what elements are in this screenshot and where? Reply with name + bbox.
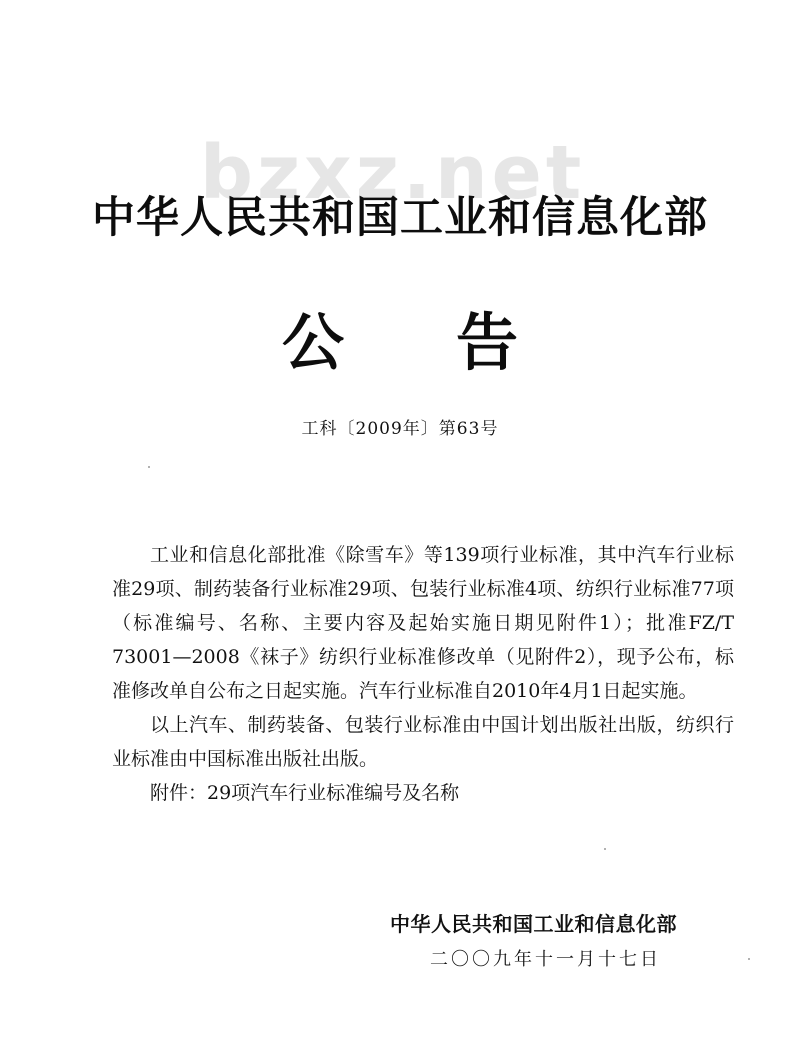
signature-organization: 中华人民共和国工业和信息化部 (390, 912, 677, 936)
watermark: bzxz.net (200, 130, 586, 216)
body-paragraph-2: 以上汽车、制药装备、包装行业标准由中国计划出版社出版，纺织行业标准由中国标准出版社出版。 (112, 714, 734, 770)
issuing-organization-title: 中华人民共和国工业和信息化部 (92, 193, 708, 243)
scan-speck (148, 466, 150, 468)
scan-speck (604, 848, 606, 850)
document-type-char-1: 公 (281, 306, 344, 379)
scan-speck (748, 958, 750, 960)
document-type-char-2: 告 (456, 306, 519, 379)
attachment-line: 附件：29项汽车行业标准编号及名称 (150, 782, 460, 804)
announcement-body (112, 538, 734, 810)
signature-block (390, 908, 710, 971)
body-paragraph-1: 工业和信息化部批准《除雪车》等139项行业标准，其中汽车行业标准29项、制药装备行业标准29项、包装行业标准4项、纺织行业标准77项（标准编号、名称、主要内容及起始实施日期见附件1）；批准FZ/T 73001—2008《袜子》纺织行业标准修改单（见附件2），现予公布，标准修改单自公布之日起实施。汽车行业标准自2010年4月1日起实施。 (112, 544, 734, 702)
document-type-heading (0, 293, 800, 382)
signature-date: 二〇〇九年十一月十七日 (430, 949, 661, 970)
document-number: 工科〔2009年〕第63号 (301, 419, 499, 439)
